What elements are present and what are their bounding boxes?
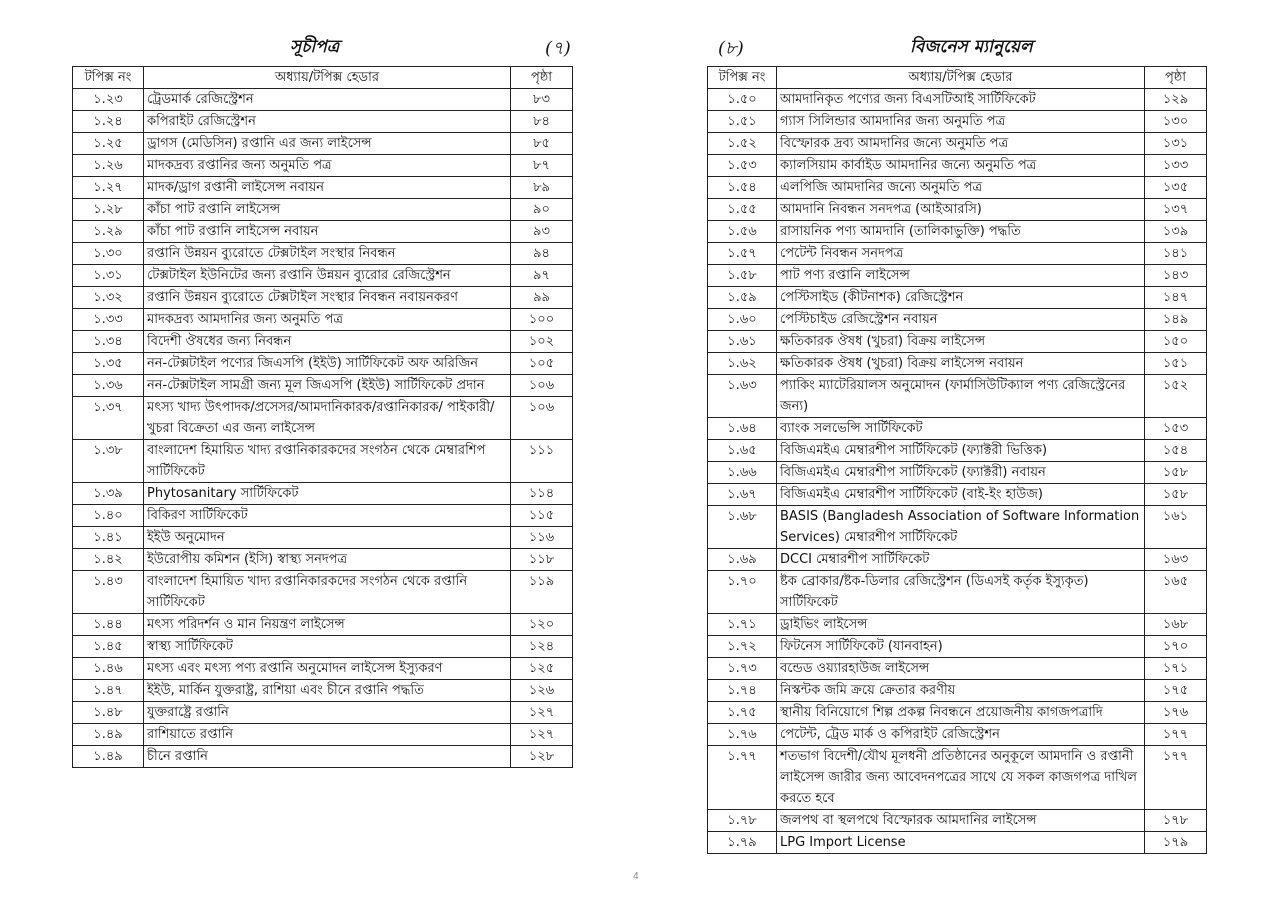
- toc-row: [708, 155, 1207, 177]
- toc-row: [73, 724, 573, 746]
- topic-page: ১৫১: [1145, 353, 1207, 375]
- toc-row: [708, 702, 1207, 724]
- toc-row: [73, 309, 573, 331]
- topic-title: স্বাস্থ্য সার্টিফিকেট: [144, 636, 511, 658]
- toc-row: [73, 549, 573, 571]
- toc-row: [73, 133, 573, 155]
- topic-page: ১৪৭: [1145, 287, 1207, 309]
- topic-title: ক্যালসিয়াম কার্বাইড আমদানির জন্যে অনুমতি পত্র: [777, 155, 1145, 177]
- topic-page: ৮৭: [511, 155, 573, 177]
- toc-row: [73, 155, 573, 177]
- topic-page: ৯০: [511, 199, 573, 221]
- topic-page: ৯৩: [511, 221, 573, 243]
- topic-page: ৮৯: [511, 177, 573, 199]
- topic-number: ১.৩৯: [73, 483, 144, 505]
- topic-number: ১.২৯: [73, 221, 144, 243]
- topic-page: ৮৫: [511, 133, 573, 155]
- topic-page: ১৩০: [1145, 111, 1207, 133]
- topic-title: কাঁচা পাট রপ্তানি লাইসেন্স: [144, 199, 511, 221]
- topic-number: ১.৬৮: [708, 506, 777, 549]
- topic-number: ১.৫৬: [708, 221, 777, 243]
- topic-title: পেটেন্ট নিবন্ধন সনদপত্র: [777, 243, 1145, 265]
- topic-number: ১.৭৪: [708, 680, 777, 702]
- toc-row: [73, 614, 573, 636]
- toc-row: [708, 133, 1207, 155]
- topic-title: পেটেন্ট, ট্রেড মার্ক ও কপিরাইট রেজিস্ট্রেশন: [777, 724, 1145, 746]
- topic-page: ১২৭: [511, 702, 573, 724]
- toc-row: [73, 199, 573, 221]
- toc-row: [708, 484, 1207, 506]
- topic-number: ১.৪২: [73, 549, 144, 571]
- topic-number: ১.৭৮: [708, 810, 777, 832]
- topic-page: ১৫৪: [1145, 440, 1207, 462]
- toc-row: [73, 353, 573, 375]
- left-toc-table: [72, 66, 573, 768]
- topic-page: ১৪১: [1145, 243, 1207, 265]
- topic-number: ১.৪১: [73, 527, 144, 549]
- topic-page: ১৫২: [1145, 375, 1207, 418]
- toc-row: [708, 680, 1207, 702]
- topic-number: ১.৬৯: [708, 549, 777, 571]
- topic-page: ১৭৬: [1145, 702, 1207, 724]
- topic-title: ক্ষতিকারক ঔষধ (খুচরা) বিক্রয় লাইসেন্স: [777, 331, 1145, 353]
- toc-row: [708, 506, 1207, 549]
- toc-row: [708, 440, 1207, 462]
- topic-number: ১.৪৩: [73, 571, 144, 614]
- toc-row: [73, 440, 573, 483]
- topic-number: ১.২৪: [73, 111, 144, 133]
- topic-page: ৮৪: [511, 111, 573, 133]
- toc-row: [73, 680, 573, 702]
- topic-number: ১.৩২: [73, 287, 144, 309]
- topic-number: ১.৫২: [708, 133, 777, 155]
- toc-row: [73, 265, 573, 287]
- topic-title: রপ্তানি উন্নয়ন ব্যুরোতে টেক্সটাইল সংস্থার নিবন্ধন নবায়নকরণ: [144, 287, 511, 309]
- toc-row: [708, 832, 1207, 854]
- toc-row: [708, 636, 1207, 658]
- topic-page: ১০৫: [511, 353, 573, 375]
- topic-number: ১.৩৬: [73, 375, 144, 397]
- topic-title: ষ্টক ব্রোকার/ষ্টক-ডিলার রেজিস্ট্রেশন (ডিএসই কর্তৃক ইস্যুকৃত) সার্টিফিকেট: [777, 571, 1145, 614]
- left-page-label: (৭): [545, 38, 571, 59]
- topic-title: ইউরোপীয় কমিশন (ইসি) স্বাস্থ্য সনদপত্র: [144, 549, 511, 571]
- topic-page: ১৬৩: [1145, 549, 1207, 571]
- topic-number: ১.৫৫: [708, 199, 777, 221]
- toc-row: [708, 462, 1207, 484]
- topic-title: আমদানি নিবন্ধন সনদপত্র (আইআরসি): [777, 199, 1145, 221]
- toc-row: [708, 111, 1207, 133]
- topic-title: পেস্টিচাইড রেজিস্ট্রেশন নবায়ন: [777, 309, 1145, 331]
- topic-number: ১.৩৩: [73, 309, 144, 331]
- topic-title: ড্রাইভিং লাইসেন্স: [777, 614, 1145, 636]
- topic-number: ১.৪৫: [73, 636, 144, 658]
- topic-page: ১২৭: [511, 724, 573, 746]
- topic-page: ১৫৮: [1145, 462, 1207, 484]
- topic-page: ১৩৯: [1145, 221, 1207, 243]
- topic-page: ১২৪: [511, 636, 573, 658]
- topic-page: ১৬১: [1145, 506, 1207, 549]
- topic-title: বিজিএমইএ মেম্বারশীপ সার্টিফিকেট (ফ্যাক্টরী ভিত্তিক): [777, 440, 1145, 462]
- topic-number: ১.৪৯: [73, 724, 144, 746]
- topic-page: ১০৬: [511, 397, 573, 440]
- toc-row: [73, 221, 573, 243]
- topic-page: ১৩৭: [1145, 199, 1207, 221]
- header-topic-title: অধ্যায়/টপিক্স হেডার: [777, 67, 1145, 89]
- toc-row: [73, 571, 573, 614]
- topic-page: ১২০: [511, 614, 573, 636]
- right-toc-table: [707, 66, 1207, 854]
- topic-number: ১.৫৭: [708, 243, 777, 265]
- toc-row: [73, 636, 573, 658]
- topic-page: ১৭০: [1145, 636, 1207, 658]
- topic-number: ১.৬৬: [708, 462, 777, 484]
- toc-row: [708, 331, 1207, 353]
- topic-title: রাশিয়াতে রপ্তানি: [144, 724, 511, 746]
- table-header-row: [708, 67, 1207, 89]
- toc-row: [73, 658, 573, 680]
- topic-page: ১১৫: [511, 505, 573, 527]
- topic-page: ৯৪: [511, 243, 573, 265]
- topic-title: যুক্তরাষ্ট্রে রপ্তানি: [144, 702, 511, 724]
- toc-row: [708, 746, 1207, 810]
- topic-number: ১.৬০: [708, 309, 777, 331]
- topic-title: নিস্কন্টক জমি ক্রয়ে ক্রেতার করণীয়: [777, 680, 1145, 702]
- topic-page: ১৫৮: [1145, 484, 1207, 506]
- topic-page: ১৬৫: [1145, 571, 1207, 614]
- topic-title: পেস্টিসাইড (কীটনাশক) রেজিস্ট্রেশন: [777, 287, 1145, 309]
- header-topic-number: টপিক্স নং: [708, 67, 777, 89]
- header-topic-title: অধ্যায়/টপিক্স হেডার: [144, 67, 511, 89]
- topic-title: বিস্ফোরক দ্রব্য আমদানির জন্যে অনুমতি পত্র: [777, 133, 1145, 155]
- topic-title: বিকিরণ সার্টিফিকেট: [144, 505, 511, 527]
- topic-number: ১.২৩: [73, 89, 144, 111]
- topic-page: ১৪৩: [1145, 265, 1207, 287]
- topic-title: মৎস্য এবং মৎস্য পণ্য রপ্তানি অনুমোদন লাইসেন্স ইস্যুকরণ: [144, 658, 511, 680]
- topic-title: মৎস্য খাদ্য উৎপাদক/প্রসেসর/আমদানিকারক/রপ্তানিকারক/ পাইকারী/খুচরা বিক্রেতা এর জন্য লাইসেন্স: [144, 397, 511, 440]
- topic-title: রাসায়নিক পণ্য আমদানি (তালিকাভুক্তি) পদ্ধতি: [777, 221, 1145, 243]
- topic-number: ১.৫৩: [708, 155, 777, 177]
- toc-row: [708, 89, 1207, 111]
- topic-title: শতভাগ বিদেশী/যৌথ মূলধনী প্রতিষ্ঠানের অনুকূলে আমদানি ও রপ্তানী লাইসেন্স জারীর জন্য আবেদনপত্রের সাথে যে সকল কাজগপত্র দাখিল করতে হবে: [777, 746, 1145, 810]
- topic-title: আমদানিকৃত পণ্যের জন্য বিএসটিআই সার্টিফিকেট: [777, 89, 1145, 111]
- topic-page: ১০০: [511, 309, 573, 331]
- topic-title: ইইউ অনুমোদন: [144, 527, 511, 549]
- topic-title: বাংলাদেশ হিমায়িত খাদ্য রপ্তানিকারকদের সংগঠন থেকে মেম্বারশিপ সার্টিফিকেট: [144, 440, 511, 483]
- toc-row: [73, 702, 573, 724]
- toc-row: [73, 527, 573, 549]
- topic-page: ১০২: [511, 331, 573, 353]
- topic-title: নন-টেক্সটাইল পণ্যের জিএসপি (ইইউ) সার্টিফিকেট অফ অরিজিন: [144, 353, 511, 375]
- topic-title: ক্ষতিকারক ঔষধ (খুচরা) বিক্রয় লাইসেন্স নবায়ন: [777, 353, 1145, 375]
- toc-row: [708, 265, 1207, 287]
- topic-title: জলপথ বা স্থলপথে বিস্ফোরক আমদানির লাইসেন্স: [777, 810, 1145, 832]
- topic-page: ১০৬: [511, 375, 573, 397]
- topic-number: ১.৪৭: [73, 680, 144, 702]
- topic-number: ১.৩৮: [73, 440, 144, 483]
- topic-number: ১.২৭: [73, 177, 144, 199]
- topic-title: ব্যাংক সলভেন্সি সার্টিফিকেট: [777, 418, 1145, 440]
- toc-row: [708, 287, 1207, 309]
- header-topic-number: টপিক্স নং: [73, 67, 144, 89]
- topic-number: ১.৬৭: [708, 484, 777, 506]
- topic-title: রপ্তানি উন্নয়ন ব্যুরোতে টেক্সটাইল সংস্থার নিবন্ধন: [144, 243, 511, 265]
- toc-row: [708, 549, 1207, 571]
- topic-number: ১.৭১: [708, 614, 777, 636]
- topic-page: ১১৬: [511, 527, 573, 549]
- toc-row: [73, 331, 573, 353]
- toc-row: [708, 199, 1207, 221]
- topic-number: ১.৩১: [73, 265, 144, 287]
- topic-title: LPG Import License: [777, 832, 1145, 854]
- topic-page: ৯৭: [511, 265, 573, 287]
- topic-title: প্যাকিং ম্যাটেরিয়ালস অনুমোদন (ফার্মাসিউটিক্যাল পণ্য রেজিস্ট্রেনের জন্য): [777, 375, 1145, 418]
- toc-row: [73, 111, 573, 133]
- topic-page: ১২৫: [511, 658, 573, 680]
- topic-number: ১.৬৪: [708, 418, 777, 440]
- topic-page: ১৭৭: [1145, 724, 1207, 746]
- topic-title: বিজিএমইএ মেম্বারশীপ সার্টিফিকেট (ফ্যাক্টরী) নবায়ন: [777, 462, 1145, 484]
- topic-page: ১২৬: [511, 680, 573, 702]
- topic-page: ১১১: [511, 440, 573, 483]
- topic-number: ১.৭০: [708, 571, 777, 614]
- topic-page: ১৫০: [1145, 331, 1207, 353]
- topic-page: ১১৯: [511, 571, 573, 614]
- topic-title: মাদকদ্রব্য রপ্তানির জন্য অনুমতি পত্র: [144, 155, 511, 177]
- topic-page: ১৬৮: [1145, 614, 1207, 636]
- topic-title: চীনে রপ্তানি: [144, 746, 511, 768]
- topic-title: বন্ডেড ওয়্যারহাউজ লাইসেন্স: [777, 658, 1145, 680]
- topic-number: ১.৬৩: [708, 375, 777, 418]
- topic-number: ১.৩৪: [73, 331, 144, 353]
- left-page-title: সূচীপত্র: [290, 37, 340, 57]
- topic-page: ১৩১: [1145, 133, 1207, 155]
- toc-row: [708, 418, 1207, 440]
- topic-title: মৎস্য পরিদর্শন ও মান নিয়ন্ত্রণ লাইসেন্স: [144, 614, 511, 636]
- toc-row: [708, 375, 1207, 418]
- topic-page: ১১৮: [511, 549, 573, 571]
- header-page: পৃষ্ঠা: [511, 67, 573, 89]
- topic-number: ১.৫৮: [708, 265, 777, 287]
- topic-page: ৮৩: [511, 89, 573, 111]
- topic-title: ট্রেডমার্ক রেজিস্ট্রেশন: [144, 89, 511, 111]
- topic-number: ১.৭৬: [708, 724, 777, 746]
- toc-row: [708, 177, 1207, 199]
- toc-row: [73, 243, 573, 265]
- topic-title: নন-টেক্সটাইল সামগ্রী জন্য মূল জিএসপি (ইইউ) সার্টিফিকেট প্রদান: [144, 375, 511, 397]
- topic-page: ১৭৮: [1145, 810, 1207, 832]
- toc-row: [708, 658, 1207, 680]
- toc-row: [73, 397, 573, 440]
- toc-row: [73, 375, 573, 397]
- toc-row: [708, 243, 1207, 265]
- toc-row: [708, 810, 1207, 832]
- right-page-title: বিজনেস ম্যানুয়েল: [910, 37, 1033, 57]
- topic-page: ১২৯: [1145, 89, 1207, 111]
- topic-page: ১৭১: [1145, 658, 1207, 680]
- topic-number: ১.৭৯: [708, 832, 777, 854]
- topic-number: ১.২৫: [73, 133, 144, 155]
- topic-number: ১.৪৮: [73, 702, 144, 724]
- toc-row: [73, 89, 573, 111]
- topic-page: ১৭৫: [1145, 680, 1207, 702]
- table-header-row: [73, 67, 573, 89]
- topic-number: ১.৬১: [708, 331, 777, 353]
- topic-page: ১১৪: [511, 483, 573, 505]
- topic-number: ১.৪৬: [73, 658, 144, 680]
- topic-page: ১৫৩: [1145, 418, 1207, 440]
- toc-row: [708, 614, 1207, 636]
- topic-number: ১.৫৯: [708, 287, 777, 309]
- header-page: পৃষ্ঠা: [1145, 67, 1207, 89]
- topic-number: ১.৫৪: [708, 177, 777, 199]
- topic-page: ১৩৩: [1145, 155, 1207, 177]
- topic-number: ১.৭৩: [708, 658, 777, 680]
- topic-title: কাঁচা পাট রপ্তানি লাইসেন্স নবায়ন: [144, 221, 511, 243]
- right-page-label: (৮): [718, 38, 744, 59]
- toc-row: [73, 287, 573, 309]
- topic-number: ১.৩৫: [73, 353, 144, 375]
- topic-title: এলপিজি আমদানির জন্যে অনুমতি পত্র: [777, 177, 1145, 199]
- topic-number: ১.৭৭: [708, 746, 777, 810]
- toc-row: [708, 309, 1207, 331]
- topic-title: BASIS (Bangladesh Association of Software Information Services) মেম্বারশীপ সার্টিফিকেট: [777, 506, 1145, 549]
- topic-page: ১৩৫: [1145, 177, 1207, 199]
- topic-title: মাদকদ্রব্য আমদানির জন্য অনুমতি পত্র: [144, 309, 511, 331]
- topic-page: ৯৯: [511, 287, 573, 309]
- toc-row: [73, 177, 573, 199]
- topic-title: স্থানীয় বিনিয়োগে শিল্প প্রকল্প নিবন্ধনে প্রয়োজনীয় কাগজপত্রাদি: [777, 702, 1145, 724]
- topic-number: ১.৫০: [708, 89, 777, 111]
- topic-number: ১.৪৯: [73, 746, 144, 768]
- topic-page: ১৪৯: [1145, 309, 1207, 331]
- topic-number: ১.৪৪: [73, 614, 144, 636]
- topic-title: ইইউ, মার্কিন যুক্তরাষ্ট্র, রাশিয়া এবং চীনে রপ্তানি পদ্ধতি: [144, 680, 511, 702]
- topic-number: ১.৭২: [708, 636, 777, 658]
- topic-title: টেক্সটাইল ইউনিটের জন্য রপ্তানি উন্নয়ন ব্যুরোর রেজিস্ট্রেশন: [144, 265, 511, 287]
- toc-row: [708, 571, 1207, 614]
- topic-title: ফিটনেস সার্টিফিকেট (যানবাহন): [777, 636, 1145, 658]
- topic-number: ১.৫১: [708, 111, 777, 133]
- toc-row: [708, 353, 1207, 375]
- toc-row: [73, 483, 573, 505]
- topic-number: ১.৩০: [73, 243, 144, 265]
- topic-title: গ্যাস সিলিন্ডার আমদানির জন্য অনুমতি পত্র: [777, 111, 1145, 133]
- toc-row: [73, 746, 573, 768]
- topic-number: ১.৬৫: [708, 440, 777, 462]
- topic-number: ১.৭৫: [708, 702, 777, 724]
- topic-number: ১.৪০: [73, 505, 144, 527]
- toc-row: [708, 724, 1207, 746]
- topic-title: মাদক/ড্রাগ রপ্তানী লাইসেন্স নবায়ন: [144, 177, 511, 199]
- topic-page: ১৭৭: [1145, 746, 1207, 810]
- topic-number: ১.২৮: [73, 199, 144, 221]
- toc-row: [708, 221, 1207, 243]
- topic-title: বিদেশী ঔষধের জন্য নিবন্ধন: [144, 331, 511, 353]
- topic-title: Phytosanitary সার্টিফিকেট: [144, 483, 511, 505]
- topic-title: DCCI মেম্বারশীপ সার্টিফিকেট: [777, 549, 1145, 571]
- toc-row: [73, 505, 573, 527]
- footer-page-number: 4: [633, 871, 639, 882]
- topic-number: ১.৩৭: [73, 397, 144, 440]
- topic-number: ১.২৬: [73, 155, 144, 177]
- topic-page: ১২৮: [511, 746, 573, 768]
- topic-title: পাট পণ্য রপ্তানি লাইসেন্স: [777, 265, 1145, 287]
- topic-page: ১৭৯: [1145, 832, 1207, 854]
- topic-title: ড্রাগস (মেডিসিন) রপ্তানি এর জন্য লাইসেন্স: [144, 133, 511, 155]
- topic-title: বিজিএমইএ মেম্বারশীপ সার্টিফিকেট (বাই-ইং হাউজ): [777, 484, 1145, 506]
- topic-title: কপিরাইট রেজিস্ট্রেশন: [144, 111, 511, 133]
- topic-number: ১.৬২: [708, 353, 777, 375]
- topic-title: বাংলাদেশ হিমায়িত খাদ্য রপ্তানিকারকদের সংগঠন থেকে রপ্তানি সার্টিফিকেট: [144, 571, 511, 614]
